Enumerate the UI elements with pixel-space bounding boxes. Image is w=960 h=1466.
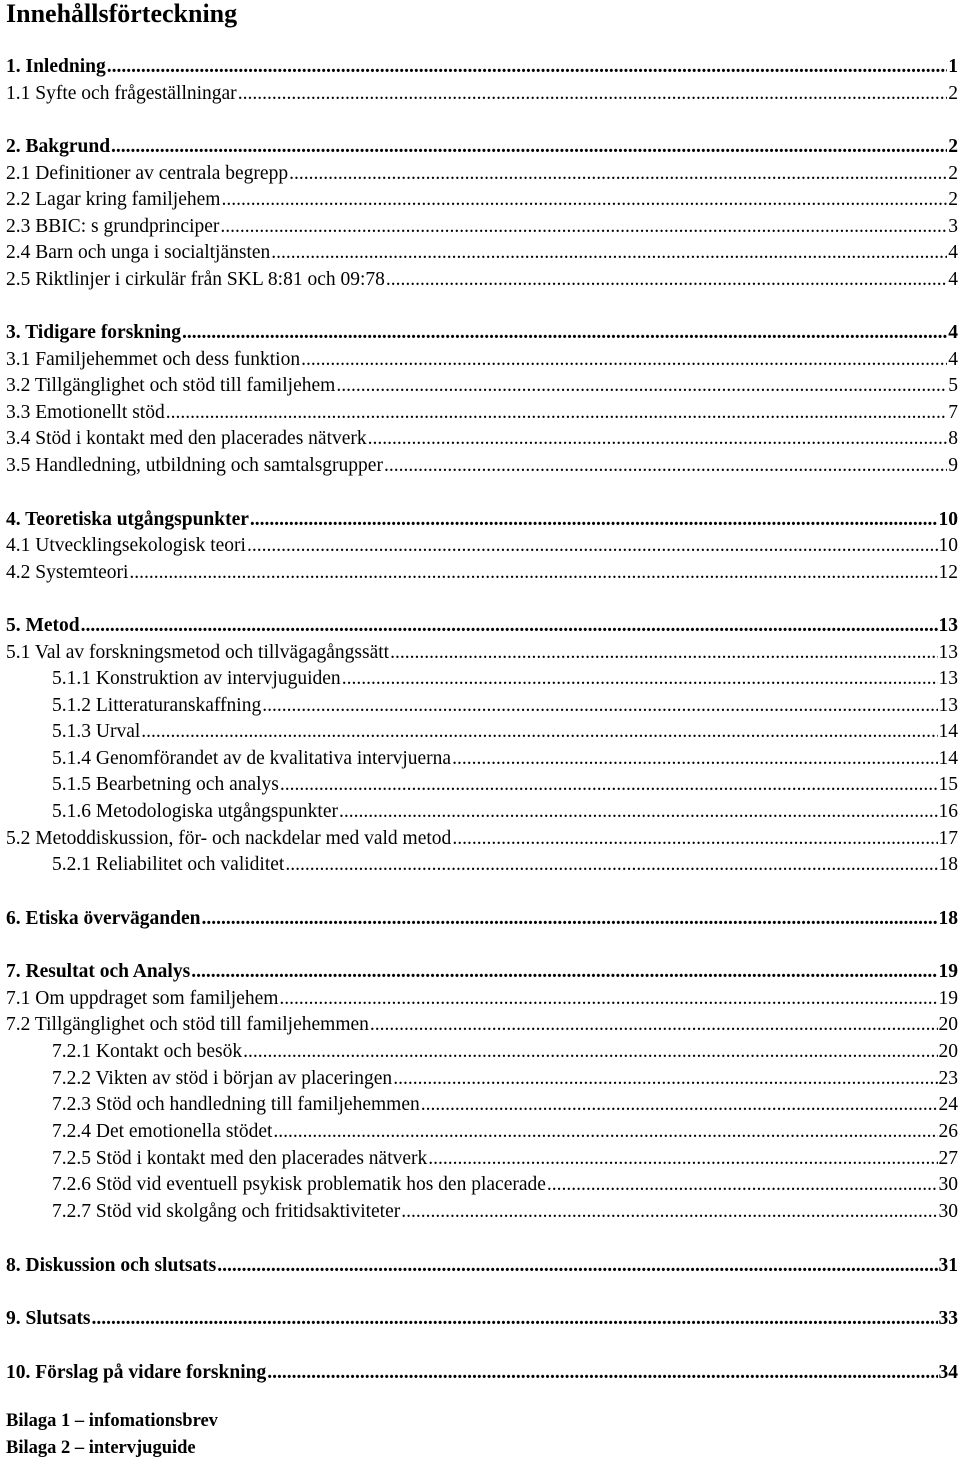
toc-entry-title: 5.1.5 Bearbetning och analys [52, 774, 279, 795]
toc-entry-title: 4.2 Systemteori [6, 562, 129, 583]
dot-leader [280, 774, 938, 796]
dot-leader [452, 828, 937, 850]
toc-entry[interactable] [0, 638, 960, 664]
toc-entry-title: 1. Inledning [6, 56, 106, 77]
dot-leader [421, 1094, 938, 1116]
dot-leader [384, 455, 947, 477]
toc-entry-title: 5. Metod [6, 615, 80, 636]
toc-entry-page-number: 10 [938, 509, 958, 530]
toc-entry-title: 2.4 Barn och unga i socialtjänsten [6, 242, 271, 263]
toc-entry-title: 7.2.3 Stöd och handledning till familjehemmen [52, 1094, 420, 1115]
toc-entry-title: 5.1.1 Konstruktion av intervjuguiden [52, 668, 341, 689]
toc-entry-page-number: 20 [938, 1041, 958, 1062]
dot-leader [428, 1148, 937, 1170]
toc-entry-title: 2. Bakgrund [6, 136, 111, 157]
toc-entry[interactable] [0, 1010, 960, 1036]
dot-leader [301, 349, 947, 371]
dot-leader [273, 1121, 937, 1143]
dot-leader [339, 801, 938, 823]
dot-leader [81, 615, 938, 637]
toc-entry[interactable] [0, 398, 960, 424]
toc-entry[interactable] [0, 1304, 960, 1330]
dot-leader [141, 721, 937, 743]
toc-entry[interactable] [0, 824, 960, 850]
toc-entry-page-number: 4 [948, 242, 958, 263]
toc-entry[interactable] [0, 1197, 960, 1223]
toc-entry-page-number: 5 [948, 375, 958, 396]
toc-entry[interactable] [0, 318, 960, 344]
toc-entry[interactable] [0, 1037, 960, 1063]
toc-entry-page-number: 34 [938, 1362, 958, 1383]
toc-entry[interactable] [0, 424, 960, 450]
toc-entry-page-number: 30 [938, 1201, 958, 1222]
toc-entry-title: 3.3 Emotionellt stöd [6, 402, 165, 423]
toc-entry[interactable] [0, 505, 960, 531]
attachment-label: Bilaga 1 – infomationsbrev [6, 1411, 218, 1431]
toc-entry-title: 3.2 Tillgänglighet och stöd till familjehem [6, 375, 336, 396]
toc-entry-title: 2.5 Riktlinjer i cirkulär från SKL 8:81 och 09:78 [6, 269, 385, 290]
toc-entry-page-number: 13 [938, 615, 958, 636]
toc-entry-page-number: 30 [938, 1174, 958, 1195]
toc-entry-page-number: 1 [948, 56, 958, 77]
dot-leader [182, 322, 947, 344]
dot-leader [111, 136, 947, 158]
toc-entry-page-number: 17 [938, 828, 958, 849]
dot-leader [267, 1362, 937, 1384]
toc-entry-title: 7.2.5 Stöd i kontakt med den placerades nätverk [52, 1148, 428, 1169]
dot-leader [279, 988, 937, 1010]
toc-entry-page-number: 13 [938, 668, 958, 689]
toc-entry-title: 5.1.3 Urval [52, 721, 141, 742]
dot-leader [262, 695, 937, 717]
toc-entry[interactable] [0, 132, 960, 158]
toc-entry-page-number: 4 [948, 349, 958, 370]
toc-entry[interactable] [0, 451, 960, 477]
dot-leader [250, 509, 938, 531]
dot-leader [368, 428, 948, 450]
toc-entry-title: 9. Slutsats [6, 1308, 91, 1329]
dot-leader [243, 1041, 937, 1063]
toc-entry-title: 3.1 Familjehemmet och dess funktion [6, 349, 301, 370]
toc-entry-page-number: 14 [938, 721, 958, 742]
toc-entry-title: 8. Diskussion och slutsats [6, 1255, 217, 1276]
dot-leader [370, 1014, 938, 1036]
toc-entry-page-number: 12 [938, 562, 958, 583]
toc-entry-page-number: 7 [948, 402, 958, 423]
dot-leader [547, 1174, 938, 1196]
toc-entry-page-number: 18 [938, 908, 958, 929]
toc-entry[interactable] [0, 1090, 960, 1116]
toc-entry-title: 7.2.6 Stöd vid eventuell psykisk problematik hos den placerade [52, 1174, 546, 1195]
toc-entry[interactable] [0, 265, 960, 291]
toc-entry-page-number: 16 [938, 801, 958, 822]
toc-entry-title: 3. Tidigare forskning [6, 322, 182, 343]
toc-entry[interactable] [0, 904, 960, 930]
toc-entry-title: 7.2.4 Det emotionella stödet [52, 1121, 273, 1142]
toc-entry[interactable] [0, 984, 960, 1010]
dot-leader [401, 1201, 937, 1223]
toc-entry-page-number: 18 [938, 854, 958, 875]
toc-entry-title: 2.1 Definitioner av centrala begrepp [6, 163, 289, 184]
dot-leader [390, 642, 937, 664]
page-title: Innehållsförteckning [6, 0, 238, 28]
toc-entry[interactable] [0, 717, 960, 743]
toc-entry-page-number: 4 [948, 322, 958, 343]
toc-entry[interactable] [0, 1170, 960, 1196]
toc-entry[interactable] [0, 850, 960, 876]
toc-entry-page-number: 13 [938, 642, 958, 663]
toc-entry-page-number: 24 [938, 1094, 958, 1115]
dot-leader [221, 189, 947, 211]
dot-leader [217, 1255, 937, 1277]
toc-entry-page-number: 19 [938, 988, 958, 1009]
dot-leader [289, 163, 947, 185]
toc-entry[interactable] [0, 185, 960, 211]
toc-entry[interactable] [0, 345, 960, 371]
toc-entry-title: 7.2.2 Vikten av stöd i början av placeringen [52, 1068, 393, 1089]
toc-entry[interactable] [0, 770, 960, 796]
dot-leader [191, 961, 937, 983]
toc-entry-page-number: 3 [948, 216, 958, 237]
toc-entry[interactable] [0, 1064, 960, 1090]
toc-entry-title: 5.1.4 Genomförandet av de kvalitativa intervjuerna [52, 748, 452, 769]
toc-entry-title: 5.2.1 Reliabilitet och validitet [52, 854, 285, 875]
toc-entry-title: 10. Förslag på vidare forskning [6, 1362, 267, 1383]
toc-entry[interactable] [0, 1117, 960, 1143]
toc-entry[interactable] [0, 1251, 960, 1277]
toc-entry-title: 2.2 Lagar kring familjehem [6, 189, 221, 210]
toc-entry-page-number: 23 [938, 1068, 958, 1089]
toc-entry-page-number: 31 [938, 1255, 958, 1276]
toc-entry-title: 7. Resultat och Analys [6, 961, 191, 982]
dot-leader [342, 668, 938, 690]
toc-entry-title: 5.1.6 Metodologiska utgångspunkter [52, 801, 338, 822]
dot-leader [107, 56, 948, 78]
toc-entry-page-number: 14 [938, 748, 958, 769]
toc-entry[interactable] [0, 744, 960, 770]
dot-leader [247, 535, 938, 557]
dot-leader [452, 748, 937, 770]
dot-leader [285, 854, 937, 876]
toc-entry-page-number: 2 [948, 189, 958, 210]
toc-entry-page-number: 33 [938, 1308, 958, 1329]
toc-entry[interactable] [0, 212, 960, 238]
toc-entry-page-number: 13 [938, 695, 958, 716]
toc-entry-page-number: 8 [948, 428, 958, 449]
toc-entry-page-number: 20 [938, 1014, 958, 1035]
toc-entry-page-number: 2 [948, 163, 958, 184]
toc-entry[interactable] [0, 664, 960, 690]
toc-entry[interactable] [0, 159, 960, 185]
toc-entry-page-number: 26 [938, 1121, 958, 1142]
toc-entry[interactable] [0, 52, 960, 78]
toc-entry-title: 7.2 Tillgänglighet och stöd till familjehemmen [6, 1014, 369, 1035]
toc-entry-title: 4.1 Utvecklingsekologisk teori [6, 535, 246, 556]
toc-entry[interactable] [0, 371, 960, 397]
dot-leader [201, 908, 937, 930]
toc-entry-title: 2.3 BBIC: s grundprinciper [6, 216, 220, 237]
dot-leader [166, 402, 948, 424]
toc-entry-title: 7.1 Om uppdraget som familjehem [6, 988, 279, 1009]
toc-entry-page-number: 15 [938, 774, 958, 795]
toc-entry-page-number: 2 [948, 83, 958, 104]
dot-leader [336, 375, 947, 397]
toc-entry[interactable] [0, 238, 960, 264]
toc-entry-title: 5.1 Val av forskningsmetod och tillvägagångssätt [6, 642, 390, 663]
toc-entry-page-number: 10 [938, 535, 958, 556]
toc-entry[interactable] [0, 1144, 960, 1170]
dot-leader [238, 83, 948, 105]
toc-entry-page-number: 4 [948, 269, 958, 290]
toc-entry-title: 5.2 Metoddiskussion, för- och nackdelar med vald metod [6, 828, 452, 849]
toc-entry-page-number: 19 [938, 961, 958, 982]
dot-leader [129, 562, 937, 584]
attachment-label: Bilaga 2 – intervjuguide [6, 1438, 196, 1458]
toc-entry-title: 5.1.2 Litteraturanskaffning [52, 695, 262, 716]
toc-entry-page-number: 9 [948, 455, 958, 476]
toc-entry[interactable] [0, 797, 960, 823]
toc-entry[interactable] [0, 1358, 960, 1384]
toc-entry-page-number: 27 [938, 1148, 958, 1169]
toc-entry-title: 7.2.1 Kontakt och besök [52, 1041, 243, 1062]
toc-entry-title: 7.2.7 Stöd vid skolgång och fritidsaktiviteter [52, 1201, 401, 1222]
toc-entry-title: 6. Etiska överväganden [6, 908, 201, 929]
toc-entry[interactable] [0, 957, 960, 983]
toc-entry-title: 3.5 Handledning, utbildning och samtalsgrupper [6, 455, 383, 476]
toc-entry-title: 4. Teoretiska utgångspunkter [6, 509, 249, 530]
dot-leader [92, 1308, 938, 1330]
dot-leader [271, 242, 947, 264]
dot-leader [386, 269, 947, 291]
toc-entry[interactable] [0, 611, 960, 637]
dot-leader [393, 1068, 937, 1090]
toc-entry-title: 3.4 Stöd i kontakt med den placerades nätverk [6, 428, 367, 449]
toc-entry-title: 1.1 Syfte och frågeställningar [6, 83, 237, 104]
toc-entry[interactable] [0, 79, 960, 105]
toc-entry-page-number: 2 [948, 136, 958, 157]
dot-leader [220, 216, 947, 238]
toc-entry[interactable] [0, 558, 960, 584]
toc-entry[interactable] [0, 691, 960, 717]
toc-entry[interactable] [0, 531, 960, 557]
